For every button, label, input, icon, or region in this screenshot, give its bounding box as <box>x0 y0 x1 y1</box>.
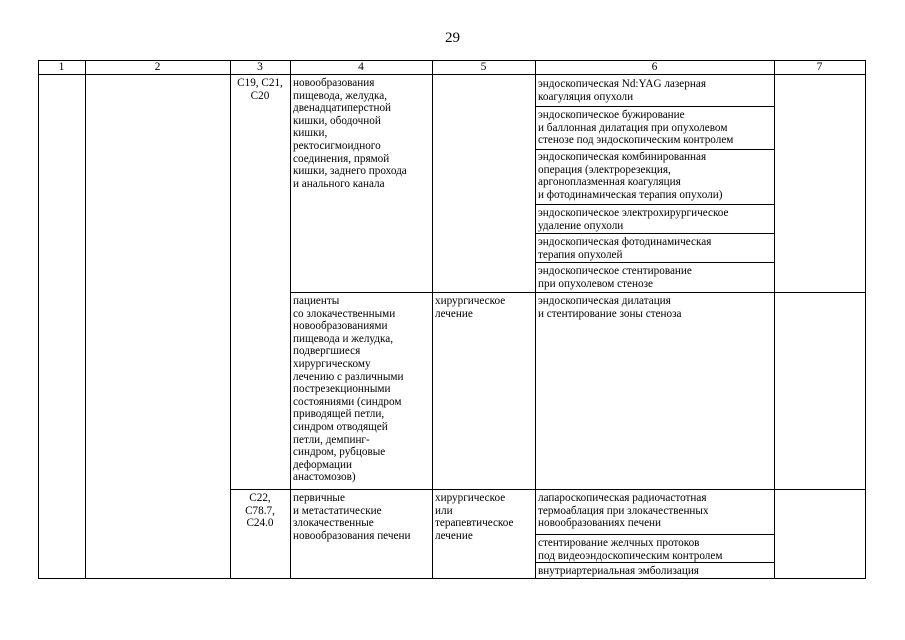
treatment-type: хирургическое или терапевтическое лечение <box>435 492 514 542</box>
block-separator-2 <box>230 489 865 490</box>
diagnosis-text: новообразования пищевода, желудка, двенадцатиперстной кишки, ободочной кишки, ректосигмоидного соединения, прямой кишки, заднего прохода и анального канала <box>293 77 407 190</box>
method-row-sep <box>535 149 774 150</box>
diagnosis-text: первичные и метастатические злокачественные новообразования печени <box>293 492 411 542</box>
page-number: 29 <box>445 30 460 46</box>
header-col-1: 1 <box>58 61 65 73</box>
header-col-7: 7 <box>816 61 823 73</box>
diagnosis-text: пациенты со злокачественными новообразованиями пищевода и желудка, подвергшиеся хирургическому лечению с различными пострезекционными состояниями (синдром приводящей петли, синдром отводящей петли, демпинг- синдром, рубцовые деформации анастомозов) <box>293 295 404 484</box>
block-separator-1 <box>290 292 865 293</box>
method-text: эндоскопическая Nd:YAG лазерная коагуляция опухоли <box>538 78 706 103</box>
header-col-4: 4 <box>358 61 364 73</box>
col-border-0 <box>38 60 39 579</box>
col-border-7 <box>865 60 866 579</box>
method-text: стентирование желчных протоков под видеоэндоскопическим контролем <box>538 537 723 562</box>
col-border-6 <box>774 60 775 579</box>
header-col-2: 2 <box>154 61 161 73</box>
header-col-5: 5 <box>480 61 487 73</box>
method-text: внутриартериальная эмболизация <box>538 565 699 577</box>
header-col-6: 6 <box>651 61 658 73</box>
method-text: лапароскопическая радиочастотная термоаблация при злокачественных новообразованиях печени <box>538 492 709 530</box>
method-row-sep <box>535 204 774 205</box>
method-text: эндоскопическая дилатация и стентирование зоны стеноза <box>538 295 682 320</box>
treatment-type: хирургическое лечение <box>435 295 506 320</box>
icd-codes: C22, C78.7, C24.0 <box>245 492 275 530</box>
method-text: эндоскопическая фотодинамическая терапия опухолей <box>538 236 712 261</box>
icd-codes: C19, C21, C20 <box>237 77 283 102</box>
method-row-sep <box>535 534 774 535</box>
method-text: эндоскопическое стентирование при опухолевом стенозе <box>538 265 692 290</box>
col-border-3 <box>290 60 291 579</box>
method-row-sep <box>535 106 774 107</box>
col-border-5 <box>535 60 536 579</box>
col-border-1 <box>85 60 86 579</box>
method-row-sep <box>535 233 774 234</box>
method-text: эндоскопическое бужирование и баллонная дилатация при опухолевом стенозе под эндоскопическим контролем <box>538 109 734 147</box>
method-text: эндоскопическое электрохирургическое удаление опухоли <box>538 207 729 232</box>
header-bottom-border <box>38 74 865 75</box>
header-col-3: 3 <box>257 61 263 73</box>
table-bottom-border <box>38 578 865 579</box>
method-text: эндоскопическая комбинированная операция (электрорезекция, аргоноплазменная коагуляция и фотодинамическая терапия опухоли) <box>538 151 723 201</box>
method-row-sep <box>535 262 774 263</box>
